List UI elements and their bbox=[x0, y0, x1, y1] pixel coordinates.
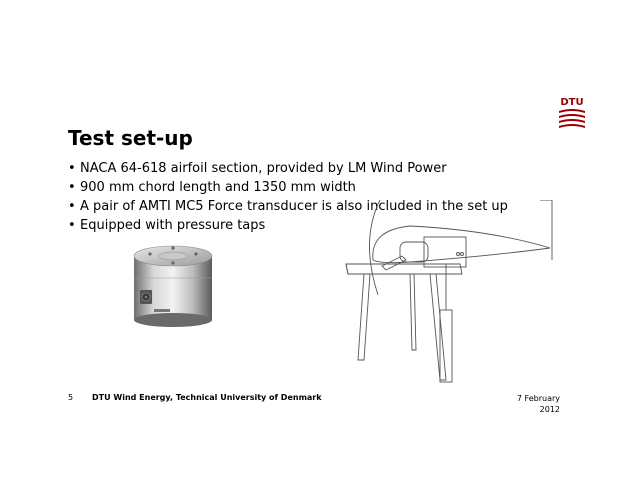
dtu-logo bbox=[556, 95, 588, 131]
bullet-item: • NACA 64-618 airfoil section, provided by LM Wind Power bbox=[68, 161, 447, 176]
bullet-dot: • bbox=[68, 180, 76, 195]
bullet-dot: • bbox=[68, 218, 76, 233]
footer-date-line2: 2012 bbox=[539, 405, 560, 414]
bullet-dot: • bbox=[68, 199, 76, 214]
bullet-item: • 900 mm chord length and 1350 mm width bbox=[68, 180, 356, 195]
slide-title: Test set-up bbox=[68, 126, 193, 150]
bullet-item: • A pair of AMTI MC5 Force transducer is also included in the set up bbox=[68, 199, 508, 214]
test-rig-drawing bbox=[340, 200, 555, 390]
page-number: 5 bbox=[68, 393, 74, 402]
footer-date-line1: 7 February bbox=[516, 394, 560, 403]
footer-date bbox=[480, 393, 560, 415]
bullet-dot: • bbox=[68, 161, 76, 176]
force-transducer-image bbox=[132, 244, 214, 328]
footer-organization: DTU Wind Energy, Technical University of Denmark bbox=[92, 393, 322, 402]
dtu-logo-text: DTU bbox=[560, 97, 584, 108]
bullet-item: • Equipped with pressure taps bbox=[68, 218, 266, 233]
